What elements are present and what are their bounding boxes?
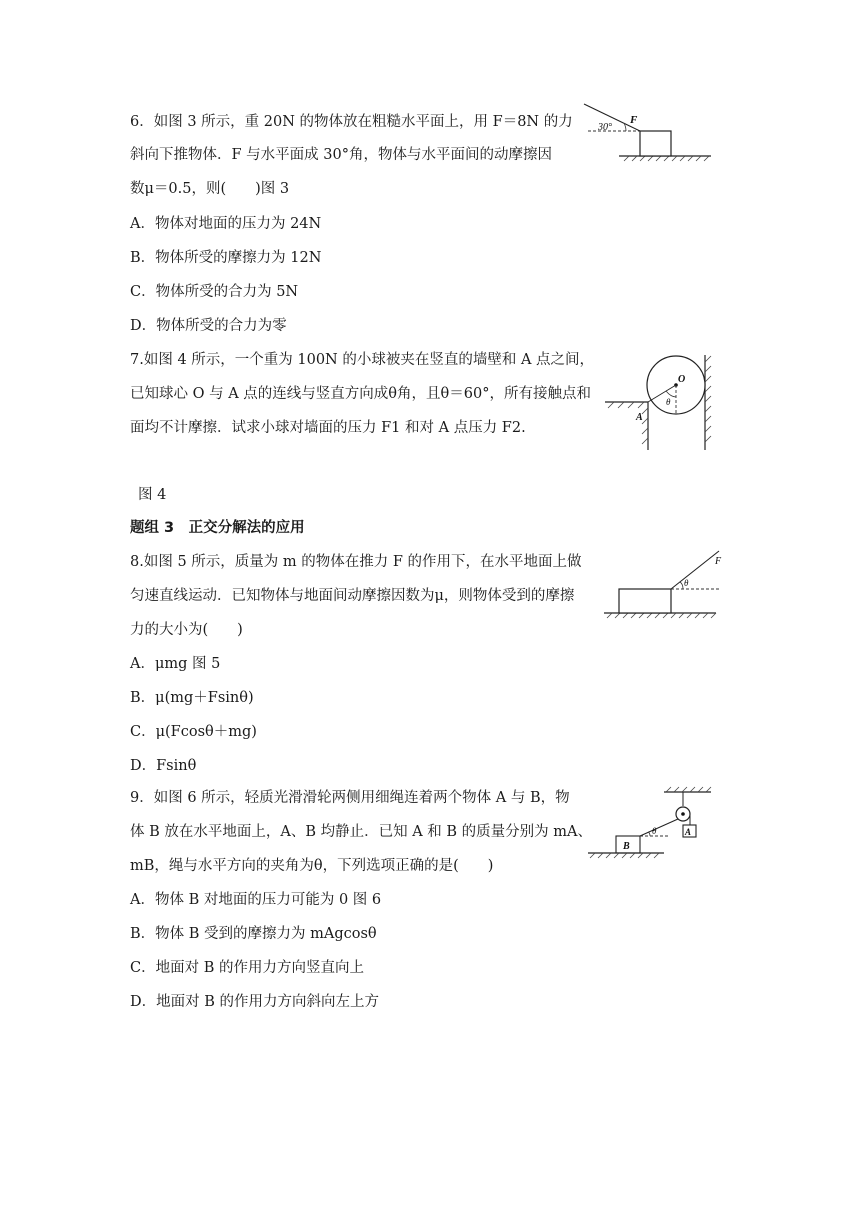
figure-3 [584,102,714,164]
fig6-block-b-label: B [623,841,630,852]
fig3-force-label: F [630,114,638,126]
fig5-angle-label: θ [684,578,689,588]
q8-option-d: D．Fsinθ [130,758,197,774]
q8-option-c: C．μ(Fcosθ＋mg) [130,724,257,740]
q8-line3: 力的大小为( ) [130,622,243,638]
fig4-angle-label: θ [666,397,671,407]
q7-figure-caption: 图 4 [138,487,167,503]
fig3-angle-label: 30° [598,122,612,133]
q8-line1: 8.如图 5 所示，质量为 m 的物体在推力 F 的作用下，在水平地面上做 [130,554,582,570]
fig5-force-label: F [715,556,722,567]
q6-option-d: D．物体所受的合力为零 [130,318,287,334]
fig6-angle-label: θ [652,826,657,836]
figure-6 [586,784,721,859]
q9-line3: mB，绳与水平方向的夹角为θ，下列选项正确的是( ) [130,858,494,874]
q6-option-c: C．物体所受的合力为 5N [130,284,299,300]
fig4-center-label: O [678,374,686,385]
fig4-point-label: A [636,412,643,423]
q9-option-a: A．物体 B 对地面的压力可能为 0 图 6 [130,892,382,908]
q9-option-d: D．地面对 B 的作用力方向斜向左上方 [130,994,379,1010]
figure-5 [604,548,729,623]
group3-heading: 题组 3 正交分解法的应用 [130,520,305,536]
q6-line1: 6．如图 3 所示，重 20N 的物体放在粗糙水平面上，用 F＝8N 的力 [130,114,573,130]
q7-line2: 已知球心 O 与 A 点的连线与竖直方向成θ角，且θ＝60°，所有接触点和 [130,386,591,402]
q8-option-b: B．μ(mg＋Fsinθ) [130,690,254,706]
q9-line1: 9．如图 6 所示，轻质光滑滑轮两侧用细绳连着两个物体 A 与 B，物 [130,790,570,806]
q7-line1: 7.如图 4 所示，一个重为 100N 的小球被夹在竖直的墙壁和 A 点之间， [130,352,595,368]
fig6-block-a-label: A [685,827,692,837]
q9-option-c: C．地面对 B 的作用力方向竖直向上 [130,960,364,976]
q6-option-b: B．物体所受的摩擦力为 12N [130,250,322,266]
q7-line3: 面均不计摩擦．试求小球对墙面的压力 F1 和对 A 点压力 F2. [130,420,526,436]
q9-option-b: B．物体 B 受到的摩擦力为 mAgcosθ [130,926,377,942]
q6-line3: 数μ＝0.5，则( )图 3 [130,181,290,197]
figure-4 [600,350,715,455]
q9-line2: 体 B 放在水平地面上，A、B 均静止．已知 A 和 B 的质量分别为 mA、 [130,824,593,840]
q8-option-a: A．μmg 图 5 [130,656,221,672]
q8-line2: 匀速直线运动．已知物体与地面间动摩擦因数为μ，则物体受到的摩擦 [130,588,575,604]
q6-line2: 斜向下推物体．F 与水平面成 30°角，物体与水平面间的动摩擦因 [130,147,552,163]
q6-option-a: A．物体对地面的压力为 24N [130,216,322,232]
